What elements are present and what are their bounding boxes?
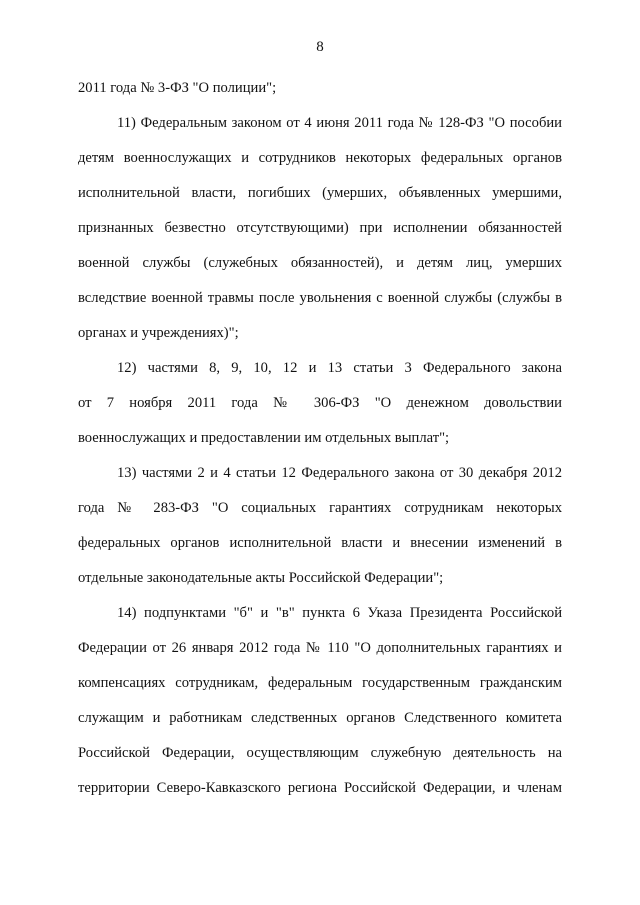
text-line: служащим и работникам следственных органов Следственного комитета [78, 710, 562, 726]
text-line: 2011 года № 3-ФЗ "О полиции"; [78, 80, 277, 96]
text-line: Федерации от 26 января 2012 года № 110 "О дополнительных гарантиях и [78, 640, 562, 656]
text-line: 14) подпунктами "б" и "в" пункта 6 Указа Президента Российской [117, 605, 562, 621]
text-line: от 7 ноября 2011 года № 306-ФЗ "О денежном довольствии [78, 395, 562, 411]
text-line: 11) Федеральным законом от 4 июня 2011 года № 128-ФЗ "О пособии [117, 115, 562, 131]
text-line: компенсациях сотрудникам, федеральным государственным гражданским [78, 675, 562, 691]
text-line: вследствие военной травмы после увольнения с военной службы (службы в [78, 290, 562, 306]
text-line: детям военнослужащих и сотрудников некоторых федеральных органов [78, 150, 562, 166]
page-number: 8 [316, 39, 324, 55]
text-line: органах и учреждениях)"; [78, 325, 239, 341]
text-line: отдельные законодательные акты Российской Федерации"; [78, 570, 444, 586]
text-line: военной службы (служебных обязанностей), и детям лиц, умерших [78, 255, 562, 271]
text-line: 12) частями 8, 9, 10, 12 и 13 статьи 3 Федерального закона [117, 360, 562, 376]
text-line: военнослужащих и предоставлении им отдельных выплат"; [78, 430, 450, 446]
text-line: 13) частями 2 и 4 статьи 12 Федерального закона от 30 декабря 2012 [117, 465, 562, 481]
text-line: территории Северо-Кавказского региона Российской Федерации, и членам [78, 780, 562, 796]
text-line: исполнительной власти, погибших (умерших, объявленных умершими, [78, 185, 562, 201]
text-line: года № 283-ФЗ "О социальных гарантиях сотрудникам некоторых [78, 500, 562, 516]
text-line: Российской Федерации, осуществляющим служебную деятельность на [78, 745, 562, 761]
text-line: признанных безвестно отсутствующими) при исполнении обязанностей [78, 220, 562, 236]
text-line: федеральных органов исполнительной власти и внесении изменений в [78, 535, 562, 551]
